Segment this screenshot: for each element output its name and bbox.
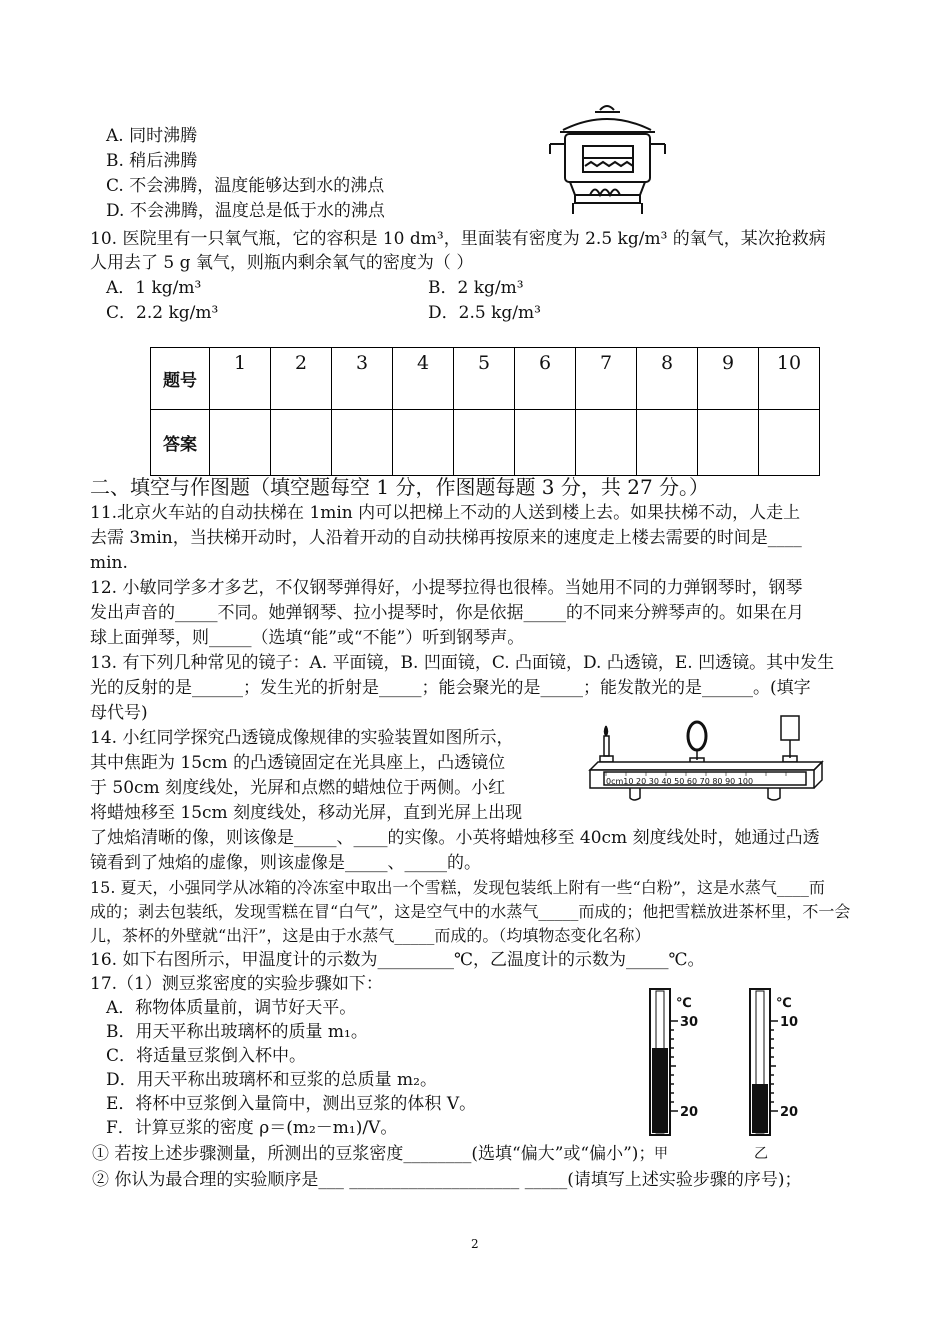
q14-line: 镜看到了烛焰的虚像，则该虚像是_____、_____的。: [90, 853, 481, 873]
q15-line: 15. 夏天，小强同学从冰箱的冷冻室中取出一个雪糕，发现包装纸上附有一些“白粉”，这是水蒸气____而: [90, 878, 825, 897]
thermometer-jia: [650, 989, 698, 1135]
thermometer-jia-label: 甲: [654, 1146, 668, 1162]
answer-cell[interactable]: [576, 410, 637, 476]
q14-line: 于 50cm 刻度线处，光屏和点燃的蜡烛位于两侧。小红: [90, 778, 506, 798]
answer-cell[interactable]: [393, 410, 454, 476]
table-cell-number: 3: [332, 348, 393, 410]
q15-line: 成的；剥去包装纸，发现雪糕在冒“白气”，这是空气中的水蒸气_____而成的；他把雪糕放进茶杯里，不一会: [90, 902, 851, 921]
q15-line: 儿，茶杯的外壁就“出汗”，这是由于水蒸气_____而成的。（均填物态变化名称）: [90, 926, 651, 945]
thermometers-figure: [630, 985, 820, 1162]
q13-line: 母代号): [90, 703, 148, 723]
table-cell-number: 4: [393, 348, 454, 410]
q17-step: A．称物体质量前，调节好天平。: [106, 998, 357, 1018]
q17-sub1: ① 若按上述步骤测量，所测出的豆浆密度________(选填“偏大”或“偏小”)；: [92, 1144, 656, 1164]
q10-option-b: B．2 kg/m³: [428, 278, 524, 298]
q9-option-a: A. 同时沸腾: [106, 126, 198, 146]
q11-line: 11.北京火车站的自动扶梯在 1min 内可以把梯上不动的人送到楼上去。如果扶梯不动，人走上: [90, 503, 801, 523]
table-cell-number: 6: [515, 348, 576, 410]
q14-line: 了烛焰清晰的像，则该像是_____、____的实像。小英将蜡烛移至 40cm 刻度线处时，她通过凸透: [90, 828, 820, 848]
thermometer-yi: [750, 989, 798, 1135]
q9-option-d: D. 不会沸腾，温度总是低于水的沸点: [106, 201, 385, 221]
table-cell-number: 8: [637, 348, 698, 410]
answer-cell[interactable]: [332, 410, 393, 476]
answer-table: [150, 347, 820, 476]
thermometer-yi-liquid: [752, 1084, 768, 1133]
q10-option-d: D．2.5 kg/m³: [428, 303, 541, 323]
thermometer-yi-unit: ℃: [776, 996, 792, 1011]
q10-option-c: C．2.2 kg/m³: [106, 303, 219, 323]
q12-line: 12. 小敏同学多才多艺，不仅钢琴弹得好，小提琴拉得也很棒。当她用不同的力弹钢琴时，钢琴: [90, 578, 803, 598]
q13-line: 13. 有下列几种常见的镜子：A. 平面镜，B. 凹面镜，C. 凸面镜，D. 凸透镜，E. 凹透镜。其中发生: [90, 653, 835, 673]
table-header-answer: 答案: [151, 410, 210, 476]
optical-bench-figure: [590, 712, 830, 807]
answer-cell[interactable]: [637, 410, 698, 476]
thermometer-yi-bottom-tick: 20: [780, 1105, 799, 1120]
answer-cell[interactable]: [210, 410, 271, 476]
q10-stem-line1: 10. 医院里有一只氧气瓶，它的容积是 10 dm³，里面装有密度为 2.5 kg/m³ 的氧气，某次抢救病: [90, 229, 826, 249]
q11-line: min.: [90, 553, 128, 573]
q14-line: 将蜡烛移至 15cm 刻度线处，移动光屏，直到光屏上出现: [90, 803, 523, 823]
q17-head: 17.（1）测豆浆密度的实验步骤如下：: [90, 974, 383, 994]
q14-line: 14. 小红同学探究凸透镜成像规律的实验装置如图所示，: [90, 728, 514, 748]
table-header-question-no: 题号: [151, 348, 210, 410]
q10-stem-line2: 人用去了 5 g 氧气，则瓶内剩余氧气的密度为（ ）: [90, 253, 474, 273]
bench-scale-label: 0cm10 20 30 40 50 60 70 80 90 100: [606, 777, 754, 786]
table-cell-number: 1: [210, 348, 271, 410]
answer-cell[interactable]: [515, 410, 576, 476]
table-cell-number: 5: [454, 348, 515, 410]
thermometer-jia-bottom-tick: 20: [680, 1105, 699, 1120]
thermometer-yi-top-tick: 10: [780, 1015, 799, 1030]
q9-option-c: C. 不会沸腾，温度能够达到水的沸点: [106, 176, 385, 196]
q13-line: 光的反射的是______；发生光的折射是_____；能会聚光的是_____；能发散光的是______。(填字: [90, 678, 811, 698]
q12-line: 发出声音的_____不同。她弹钢琴、拉小提琴时，你是依据_____的不同来分辨琴声的。如果在月: [90, 603, 804, 623]
q9-option-b: B. 稍后沸腾: [106, 151, 198, 171]
q17-step: B．用天平称出玻璃杯的质量 m₁。: [106, 1022, 368, 1042]
answer-cell[interactable]: [271, 410, 332, 476]
thermometer-jia-unit: ℃: [676, 996, 692, 1011]
thermometer-jia-liquid: [652, 1048, 668, 1133]
thermometer-yi-label: 乙: [754, 1146, 768, 1162]
q17-step: D．用天平称出玻璃杯和豆浆的总质量 m₂。: [106, 1070, 437, 1090]
q17-step: F．计算豆浆的密度 ρ＝(m₂－m₁)/V。: [106, 1118, 398, 1138]
table-cell-number: 9: [698, 348, 759, 410]
thermometer-jia-top-tick: 30: [680, 1015, 699, 1030]
table-cell-number: 7: [576, 348, 637, 410]
answer-cell[interactable]: [759, 410, 820, 476]
page-number: 2: [471, 1237, 479, 1251]
q14-line: 其中焦距为 15cm 的凸透镜固定在光具座上，凸透镜位: [90, 753, 506, 773]
section-2-title: 二、填空与作图题（填空题每空 1 分，作图题每题 3 分，共 27 分。）: [90, 475, 710, 499]
q16-line: 16. 如下右图所示，甲温度计的示数为_________℃，乙温度计的示数为_____℃。: [90, 950, 705, 970]
answer-cell[interactable]: [454, 410, 515, 476]
q17-step: C．将适量豆浆倒入杯中。: [106, 1046, 307, 1066]
q12-line: 球上面弹琴，则_____（选填“能”或“不能”）听到钢琴声。: [90, 628, 525, 648]
q10-option-a: A．1 kg/m³: [106, 278, 202, 298]
q17-sub2: ② 你认为最合理的实验顺序是___ ____________________ _____(请填写上述实验步骤的序号)；: [92, 1170, 802, 1190]
q17-step: E．将杯中豆浆倒入量筒中，测出豆浆的体积 V。: [106, 1094, 477, 1114]
table-cell-number: 2: [271, 348, 332, 410]
q11-line: 去需 3min，当扶梯开动时，人沿着开动的自动扶梯再按原来的速度走上楼去需要的时间是____: [90, 528, 802, 548]
table-cell-number: 10: [759, 348, 820, 410]
answer-cell[interactable]: [698, 410, 759, 476]
steamer-figure: [545, 100, 670, 218]
